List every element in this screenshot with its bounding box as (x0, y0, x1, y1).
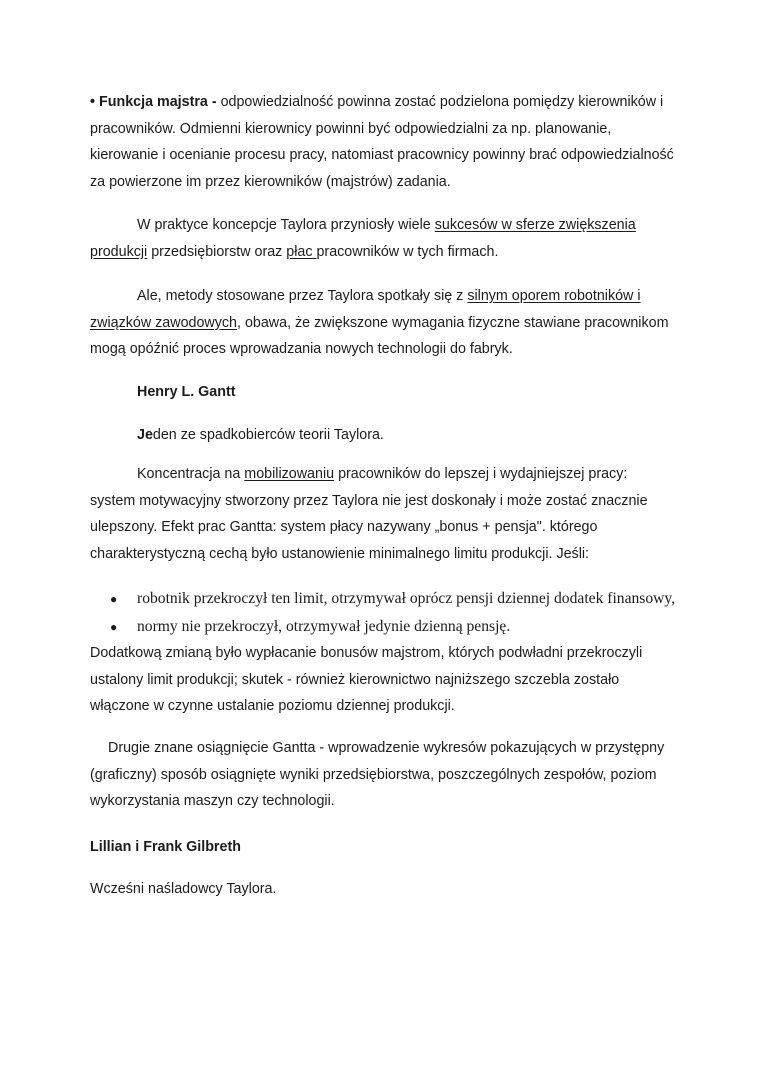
paragraph-opor: Ale, metody stosowane przez Taylora spotkały się z silnym oporem robotników i związków zawodowych, obawa, że zwiększone wymagania fizyczne stawiane pracownikom mogą opóźnić proces wprowadzania nowych technologii do fabryk. (90, 288, 669, 358)
underlined-phrase: silnym oporem robotników i (467, 288, 641, 304)
list-item: ● robotnik przekroczył ten limit, otrzymywał oprócz pensji dziennej dodatek finansowy, (110, 585, 675, 613)
bullet-mark: • (90, 94, 96, 110)
list-item: ● normy nie przekroczył, otrzymywał jedynie dzienną pensję. (110, 613, 510, 641)
paragraph-bonusy-majstrow: Dodatkową zmianą było wypłacanie bonusów majstrom, których podwładni przekroczyli ustalony limit produkcji; skutek - również kierownictwo najniższego szczebla zostało włączone w czynne ustalanie poziomu dziennej produkcji. (90, 645, 643, 715)
underlined-phrase: produkcji (90, 243, 148, 260)
underlined-phrase: związków zawodowych (90, 314, 237, 331)
underlined-phrase: sukcesów w sferze zwiększenia (434, 217, 636, 233)
paragraph-funkcja-majstra: • Funkcja majstra - odpowiedzialność powinna zostać podzielona pomiędzy kierowników i pracowników. Odmienni kierownicy powinni być odpowiedzialni za np. planowanie, kierowanie i ocenianie procesu pracy, natomiast pracownicy powinny brać odpowiedzialność za powierzone im przez kierowników (majstrów) zadania. (90, 94, 674, 190)
paragraph-koncentracja: Koncentracja na mobilizowaniu pracowników do lepszej i wydajniejszej pracy: system motywacyjny stworzony przez Taylora nie jest doskonały i może zostać znacznie ulepszony. Efekt prac Gantta: system płacy nazywany „bonus + pensja". którego charakterystyczną cechą było ustanowienie minimalnego limitu produkcji. Jeśli: (90, 466, 648, 562)
paragraph-nasladowcy: Wcześni naśladowcy Taylora. (90, 881, 277, 897)
heading-gilbreth: Lillian i Frank Gilbreth (90, 839, 241, 855)
paragraph-sukcesy: W praktyce koncepcje Taylora przyniosły wiele sukcesów w sferze zwiększenia produkcji przedsiębiorstw oraz płac pracowników w tych firmach. (90, 217, 636, 260)
bullet-dot-icon: ● (110, 620, 118, 634)
underlined-phrase: płac (286, 243, 317, 260)
paragraph-spadkobierca: Jeden ze spadkobierców teorii Taylora. (137, 427, 384, 443)
term-funkcja-majstra: Funkcja majstra - (99, 94, 217, 110)
heading-henry-gantt: Henry L. Gantt (137, 384, 236, 400)
paragraph-wykresy: Drugie znane osiągnięcie Gantta - wprowadzenie wykresów pokazujących w przystępny (graficzny) sposób osiągnięte wyniki przedsiębiorstwa, poszczególnych zespołów, poziom wykorzystania maszyn czy technologii. (90, 740, 665, 810)
underlined-phrase: mobilizowaniu (244, 466, 335, 482)
bullet-dot-icon: ● (110, 592, 118, 606)
